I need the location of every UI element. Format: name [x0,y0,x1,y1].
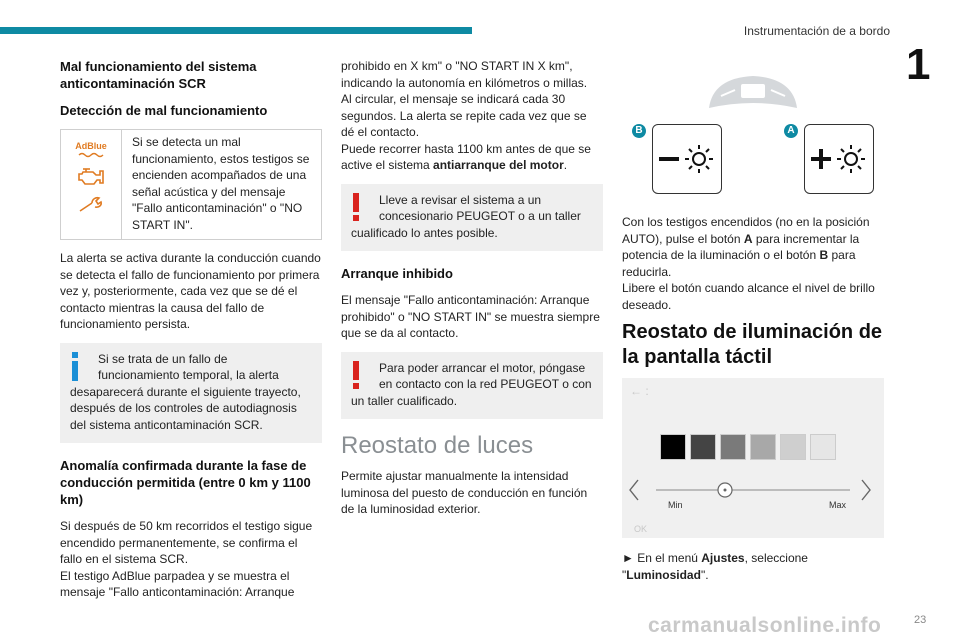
dimmer-instructions: Con los testigos encendidos (no en la posición AUTO), pulse el botón A para incrementar la potencia de la iluminación o el botón B para reducirla. [622,215,870,279]
heading-detection: Detección de mal funcionamiento [60,103,268,118]
slider-max-label: Max [829,500,847,510]
antistart-paragraph: Puede recorrer hasta 1100 km antes de que se active el sistema antiarranque del motor. [341,141,591,172]
dashboard-illustration [622,72,884,112]
rheostat-paragraph: Permite ajustar manualmente la intensidad luminosa del puesto de conducción en función de la luminosidad exterior. [341,469,588,516]
info-note [60,343,322,444]
heading-start-inhibited: Arranque inhibido [341,266,453,281]
warning-lights-table [60,129,322,240]
brightness-screen [622,378,884,538]
ok-button[interactable]: OK [634,524,648,534]
release-paragraph: Libere el botón cuando alcance el nivel de brillo deseado. [622,281,875,312]
column-3 [622,58,884,590]
adblue-icon [75,142,107,160]
dimmer-buttons [622,124,884,194]
alert-paragraph: La alerta se activa durante la conducción cuando se detecta el fallo de funcionamiento por primera vez y, posteriormente, cada vez que se dé el contacto mientras la causa del fallo de funcionamiento persista. [60,251,321,331]
badge-b: B [632,124,646,138]
engine-icon [77,166,105,188]
watermark: carmanualsonline.info [648,614,882,637]
warning-exclamation-icon [351,360,377,390]
warning-lights-description: Si se detecta un mal funcionamiento, estos testigos se encienden acompañados de una señal acústica y del mensaje "Fallo anticontaminación" o "NO START IN". [132,135,310,232]
column-1 [60,58,322,608]
warning-note-1 [341,184,603,252]
autonomy-paragraph: prohibido en X km" o "NO START IN X km", indicando la autonomía en kilómetros o millas. [341,59,588,90]
button-a [784,124,874,194]
back-arrow-icon[interactable]: ← : [630,384,649,398]
section-title: Instrumentación de a bordo [743,24,890,38]
wrench-icon [77,194,105,214]
settings-instruction: ► En el menú Ajustes, seleccione "Luminosidad". [622,551,808,582]
confirmed-paragraph-1: Si después de 50 km recorridos el testigo sigue encendido permanentemente, se confirma el fallo en el sistema SCR. [60,519,313,566]
dashboard-icon [703,72,803,112]
antistart-bold: antiarranque del motor [433,158,564,172]
info-icon [70,351,96,381]
swatch[interactable] [780,434,806,460]
swatch[interactable] [750,434,776,460]
button-b [632,124,722,194]
increase-brightness-button[interactable] [804,124,874,194]
header-accent-bar [0,27,472,34]
swatch[interactable] [660,434,686,460]
heading-touchscreen-rheostat: Reostato de iluminación de la pantalla táctil [622,321,883,368]
warning-note-2 [341,352,603,420]
warning-exclamation-icon [351,192,377,222]
confirmed-paragraph-2: El testigo AdBlue parpadea y se muestra el mensaje "Fallo anticontaminación: Arranque [60,568,295,599]
heading-confirmed-anomaly: Anomalía confirmada durante la fase de conducción permitida (entre 0 km y 1100 km) [60,458,311,507]
heading-light-rheostat: Reostato de luces [341,432,534,459]
adblue-icon-label: AdBlue [75,141,107,151]
warning-note-1-text: Lleve a revisar el sistema a un concesionario PEUGEOT o a un taller cualificado lo antes posible. [351,192,581,240]
inhibited-paragraph: El mensaje "Fallo anticontaminación: Arranque prohibido" o "NO START IN" se muestra siempre que se da al contacto. [341,293,600,340]
slider-min-label: Min [668,500,683,510]
badge-a: A [784,124,798,138]
column-2 [341,58,603,525]
decrease-brightness-button[interactable] [652,124,722,194]
chapter-number: 1 [906,40,931,89]
info-note-text: Si se trata de un fallo de funcionamiento temporal, la alerta desaparecerá durante el siguiente trayecto, después de los controles de autodiagnosis del sistema anticontaminación SCR. [70,351,301,432]
page-number: 23 [914,614,927,626]
swatch[interactable] [810,434,836,460]
swatch[interactable] [720,434,746,460]
swatch[interactable] [690,434,716,460]
repeat-paragraph: Al circular, el mensaje se indicará cada 30 segundos. La alerta se repite cada vez que se dé el contacto. [341,92,587,139]
heading-scr-malfunction: Mal funcionamiento del sistema anticontaminación SCR [60,59,257,91]
brightness-swatches [660,434,836,460]
warning-note-2-text: Para poder arrancar el motor, póngase en contacto con la red PEUGEOT o con un taller cualificado. [351,360,592,408]
icon-column [61,130,122,239]
